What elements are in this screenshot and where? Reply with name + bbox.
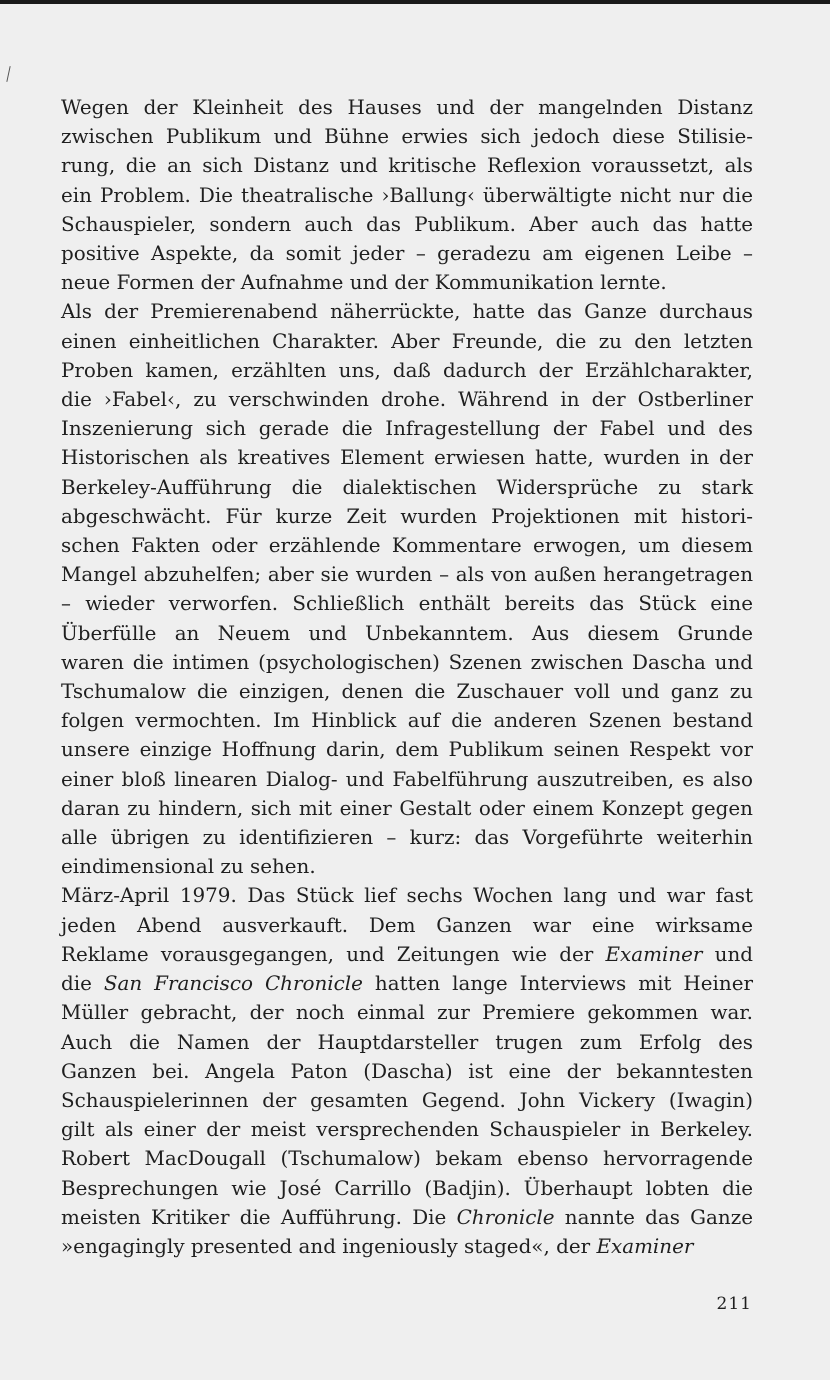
text-line: Inszenierung sich gerade die Infragestellung der Fabel und des (61, 417, 753, 441)
text-line: einer bloß linearen Dialog- und Fabelführung auszutreiben, es also (61, 767, 753, 791)
paragraph-2 (61, 297, 753, 881)
text-line: Als der Premierenabend näherrückte, hatte das Ganze durchaus (61, 300, 753, 324)
text-line: unsere einzige Hoffnung darin, dem Publikum seinen Respekt vor (61, 738, 753, 762)
text-line: Schauspieler, sondern auch das Publikum. Aber auch das hatte (61, 212, 753, 236)
text-line: neue Formen der Aufnahme und der Kommunikation lernte. (61, 271, 667, 295)
page-number: 211 (716, 1294, 752, 1314)
text-line: Robert MacDougall (Tschumalow) bekam ebenso hervorragende (61, 1147, 753, 1171)
text-line: eindimensional zu sehen. (61, 855, 316, 879)
text-line: die San Francisco Chronicle hatten lange Interviews mit Heiner (61, 972, 753, 996)
text-line: Wegen der Kleinheit des Hauses und der mangelnden Distanz (61, 96, 753, 119)
paragraph-1 (61, 93, 753, 297)
text-line: waren die intimen (psychologischen) Szenen zwischen Dascha und (61, 650, 753, 674)
text-line: abgeschwächt. Für kurze Zeit wurden Projektionen mit histori- (61, 504, 753, 528)
text-line: einen einheitlichen Charakter. Aber Freunde, die zu den letzten (61, 329, 753, 353)
text-line: – wieder verworfen. Schließlich enthält bereits das Stück eine (61, 592, 753, 616)
text-line: Besprechungen wie José Carrillo (Badjin). Überhaupt lobten die (61, 1176, 753, 1200)
text-line: gilt als einer der meist versprechenden Schauspieler in Berkeley. (61, 1118, 753, 1142)
text-line: schen Fakten oder erzählende Kommentare erwogen, um diesem (61, 534, 753, 558)
text-line: »engagingly presented and ingeniously staged«, der Examiner (61, 1234, 694, 1258)
text-line: folgen vermochten. Im Hinblick auf die anderen Szenen bestand (61, 709, 753, 733)
text-line: Überfülle an Neuem und Unbekanntem. Aus diesem Grunde (61, 621, 753, 645)
text-line: Tschumalow die einzigen, denen die Zuschauer voll und ganz zu (61, 680, 753, 704)
text-line: Mangel abzuhelfen; aber sie wurden – als von außen herangetragen (61, 563, 753, 587)
text-line: die ›Fabel‹, zu verschwinden drohe. Während in der Ostberliner (61, 388, 753, 412)
text-line: jeden Abend ausverkauft. Dem Ganzen war eine wirksame (61, 913, 753, 937)
text-line: März-April 1979. Das Stück lief sechs Wochen lang und war fast (61, 884, 753, 908)
text-line: rung, die an sich Distanz und kritische Reflexion voraussetzt, als (61, 154, 753, 178)
text-line: Historischen als kreatives Element erwiesen hatte, wurden in der (61, 446, 753, 470)
text-line: zwischen Publikum und Bühne erwies sich jedoch diese Stilisie- (61, 125, 753, 149)
margin-pencil-mark (6, 66, 10, 82)
body-text (61, 93, 753, 1261)
text-line: Berkeley-Aufführung die dialektischen Widersprüche zu stark (61, 475, 753, 499)
text-line: Proben kamen, erzählten uns, daß dadurch der Erzählcharakter, (61, 358, 753, 382)
text-line: alle übrigen zu identifizieren – kurz: das Vorgeführte weiterhin (61, 826, 753, 850)
text-line: daran zu hindern, sich mit einer Gestalt oder einem Konzept gegen (61, 796, 753, 820)
text-line: Müller gebracht, der noch einmal zur Premiere gekommen war. (61, 1001, 753, 1025)
text-line: meisten Kritiker die Aufführung. Die Chronicle nannte das Ganze (61, 1205, 753, 1229)
text-line: ein Problem. Die theatralische ›Ballung‹ überwältigte nicht nur die (61, 183, 753, 207)
text-line: Ganzen bei. Angela Paton (Dascha) ist eine der bekanntesten (61, 1059, 753, 1083)
text-line: positive Aspekte, da somit jeder – geradezu am eigenen Leibe – (61, 242, 753, 266)
text-line: Reklame vorausgegangen, und Zeitungen wie der Examiner und (61, 942, 753, 966)
text-line: Auch die Namen der Hauptdarsteller trugen zum Erfolg des (61, 1030, 753, 1054)
text-line: Schauspielerinnen der gesamten Gegend. John Vickery (Iwagin) (61, 1088, 753, 1112)
paragraph-3 (61, 881, 753, 1261)
